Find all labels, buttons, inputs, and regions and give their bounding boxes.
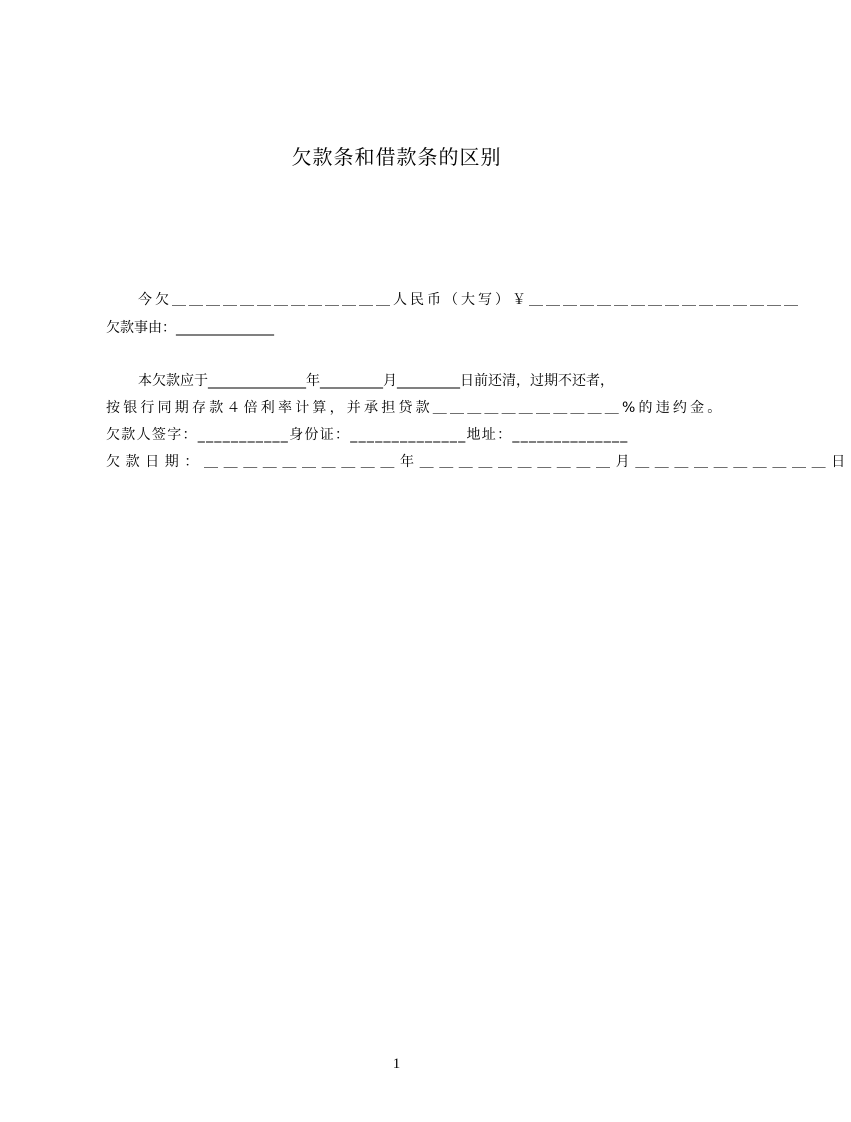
signature-line: 欠款人签字：___________身份证：______________地址：______________ — [106, 427, 629, 443]
debt-amount-line: 今欠＿＿＿＿＿＿＿＿＿＿＿＿＿人民币（大写）￥＿＿＿＿＿＿＿＿＿＿＿＿＿＿＿＿ — [138, 292, 801, 308]
repayment-date-line: 本欠款应于______________年_________月_________日前还清，过期不还者， — [138, 373, 614, 389]
page-number: 1 — [392, 1056, 401, 1072]
document-title: 欠款条和借款条的区别 — [291, 145, 502, 169]
debt-date-line: 欠款日期：＿＿＿＿＿＿＿＿＿＿年＿＿＿＿＿＿＿＿＿＿月＿＿＿＿＿＿＿＿＿＿日 — [106, 454, 851, 470]
penalty-line: 按银行同期存款４倍利率计算，并承担贷款＿＿＿＿＿＿＿＿＿＿＿%的违约金。 — [106, 400, 725, 416]
debt-reason-line: 欠款事由：______________ — [106, 320, 274, 336]
